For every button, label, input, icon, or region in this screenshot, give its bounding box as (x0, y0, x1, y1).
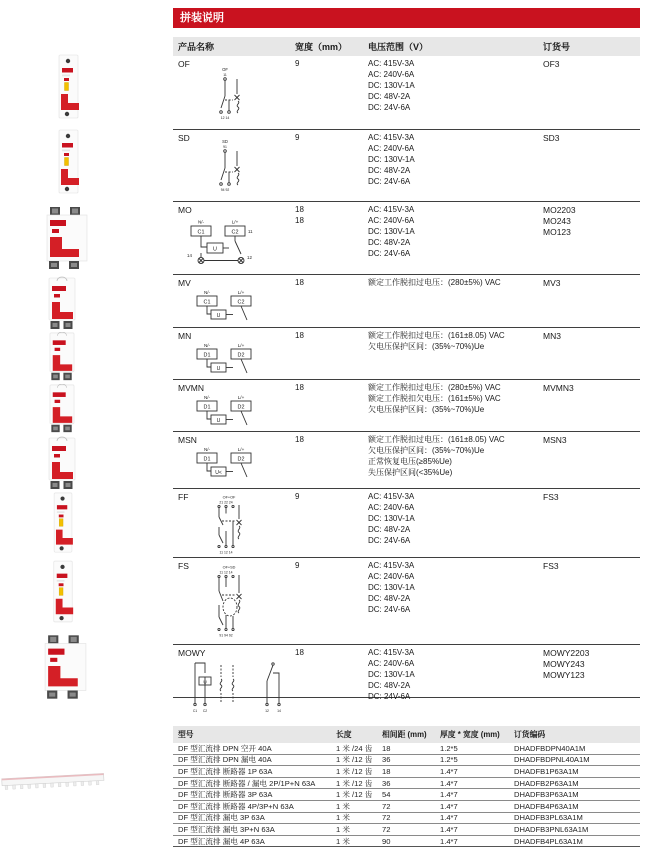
svg-text:C1: C1 (197, 229, 205, 236)
product-cell (173, 56, 290, 129)
col-product-name: 产品名称 (178, 42, 215, 52)
table-row-mv (173, 275, 640, 328)
svg-text:U: U (203, 679, 207, 685)
table-row-ff (173, 489, 640, 558)
product-name: FF (178, 492, 189, 502)
product-name: MN (178, 331, 192, 341)
product-photo-mvmn (45, 384, 79, 434)
col-thickness-width: 厚度 * 宽度 (mm) (440, 730, 500, 739)
width-cell: 18 (295, 648, 304, 657)
svg-text:N/-: N/- (203, 447, 211, 452)
main-table-header (173, 37, 640, 56)
product-cell (173, 275, 290, 327)
svg-text:SD: SD (222, 139, 228, 144)
busbar-row: DF 型汇流排 断路器 3P 63A 1 米 /12 齿 54 1.4*7 DHADFB3P63A1M (173, 789, 640, 801)
voltage-cell: AC: 415V-3A AC: 240V-6A DC: 130V-1A DC: 48V-2A DC: 24V-6A (368, 133, 415, 186)
busbar-row: DF 型汇流排 DPN 空开 40A 1 米 /24 齿 18 1.2*5 DHADFBDPN40A1M (173, 743, 640, 755)
busbar-row: DF 型汇流排 断路器 1P 63A 1 米 /12 齿 18 1.4*7 DHADFB1P63A1M (173, 766, 640, 778)
svg-text:L/+: L/+ (237, 395, 245, 400)
product-photo-msn (45, 436, 79, 492)
col-model: 型号 (178, 730, 194, 739)
col-length: 长度 (336, 730, 352, 739)
svg-text:D2: D2 (237, 352, 245, 359)
product-cell (173, 202, 290, 274)
busbar-table (173, 726, 640, 847)
width-cell: 18 (295, 331, 304, 340)
voltage-cell: 额定工作脱扣过电压：(161±8.05) VAC 欠电压保护区间：(35%~70%)Ue 正常恢复电压(≥85%Ue) 失压保护区间(<35%Ue) (368, 435, 505, 477)
product-name: MOWY (178, 648, 206, 658)
product-photo-ff (49, 492, 78, 554)
svg-text:N/-: N/- (197, 219, 205, 225)
order-cell: OF3 (543, 59, 560, 69)
product-name: MV (178, 278, 191, 288)
product-cell (173, 328, 290, 379)
table-row-fs (173, 558, 640, 645)
product-name: MVMN (178, 383, 204, 393)
svg-text:12: 12 (247, 255, 252, 260)
col-order-no: 订货号 (543, 42, 571, 52)
busbar-photo (0, 762, 108, 804)
svg-text:L/+: L/+ (231, 219, 239, 225)
product-name: OF (178, 59, 190, 69)
product-photo-mn (45, 332, 79, 382)
voltage-cell: AC: 415V-3A AC: 240V-6A DC: 130V-1A DC: 48V-2A DC: 24V-6A (368, 59, 415, 112)
voltage-cell: 额定工作脱扣过电压：(280±5%) VAC 额定工作脱扣欠电压：(161±5%) VAC 欠电压保护区间：(35%~70%)Ue (368, 383, 501, 414)
svg-text:OF: OF (222, 67, 228, 72)
svg-text:D1: D1 (203, 404, 211, 411)
width-cell: 18 (295, 278, 304, 287)
svg-text:N/-: N/- (203, 343, 211, 348)
assembly-section (173, 8, 640, 713)
voltage-cell: 额定工作脱扣过电压：(161±8.05) VAC 欠电压保护区间：(35%~70%)Ue (368, 331, 505, 351)
busbar-row: DF 型汇流排 漏电 3P 63A 1 米 72 1.4*7 DHADFB3PL63A1M (173, 813, 640, 825)
svg-text:U: U (216, 365, 221, 372)
product-cell (173, 645, 290, 713)
width-cell: 9 (295, 59, 300, 68)
width-cell: 9 (295, 561, 300, 570)
svg-text:11: 11 (223, 73, 227, 77)
width-cell: 9 (295, 133, 300, 142)
table-row-sd (173, 130, 640, 202)
svg-text:12: 12 (265, 709, 269, 713)
table-row-mowy (173, 645, 640, 713)
svg-text:11 12 14: 11 12 14 (219, 570, 233, 575)
table-row-of (173, 56, 640, 130)
svg-text:U: U (216, 312, 221, 319)
col-voltage-range: 电压范围（V） (368, 42, 429, 52)
mo-circuit-diagram (177, 216, 289, 268)
busbar-row: DF 型汇流排 漏电 3P+N 63A 1 米 72 1.4*7 DHADFB3PNL63A1M (173, 824, 640, 836)
svg-text:OF+SD: OF+SD (222, 565, 236, 570)
order-cell: SD3 (543, 133, 560, 143)
product-photo-mv (45, 276, 79, 332)
svg-text:C1: C1 (203, 299, 211, 306)
svg-text:14: 14 (187, 253, 192, 258)
svg-text:14: 14 (277, 709, 281, 713)
svg-text:D2: D2 (237, 456, 245, 463)
busbar-row: DF 型汇流排 DPN 漏电 40A 1 米 /12 齿 36 1.2*5 DHADFBDPNL40A1M (173, 755, 640, 767)
width-cell: 18 (295, 435, 304, 444)
svg-text:L/+: L/+ (237, 290, 245, 295)
table-row-mvmn (173, 380, 640, 432)
product-cell (173, 489, 290, 557)
svg-text:N/-: N/- (203, 290, 211, 295)
order-cell: MV3 (543, 278, 561, 288)
product-name: FS (178, 561, 189, 571)
mv-circuit-diagram (185, 288, 277, 326)
msn-circuit-diagram (185, 445, 277, 483)
product-cell (173, 432, 290, 488)
section-title: 拼装说明 (173, 8, 640, 28)
col-phase-pitch: 相间距 (mm) (382, 730, 427, 739)
width-cell: 18 18 (295, 205, 304, 225)
product-name: SD (178, 133, 190, 143)
order-cell: FS3 (543, 492, 559, 502)
product-cell (173, 130, 290, 201)
fs-circuit-diagram (199, 562, 259, 642)
table-row-mn (173, 328, 640, 380)
voltage-cell: 额定工作脱扣过电压：(280±5%) VAC (368, 278, 501, 287)
svg-text:L/+: L/+ (237, 343, 245, 348)
order-cell: MSN3 (543, 435, 567, 445)
order-cell: MO2203 MO243 MO123 (543, 205, 576, 237)
order-cell: MVMN3 (543, 383, 574, 393)
sd-circuit-diagram (199, 136, 255, 198)
busbar-table-header (173, 726, 640, 743)
col-order-code: 订货编码 (514, 730, 546, 739)
svg-text:U<: U< (215, 469, 222, 476)
product-photo-mo (44, 206, 90, 270)
table-row-mo (173, 202, 640, 275)
product-photo-mowy (42, 634, 89, 700)
svg-text:21 22 24: 21 22 24 (219, 500, 233, 505)
width-cell: 9 (295, 492, 300, 501)
svg-text:U: U (213, 246, 217, 253)
product-photo-fs (49, 558, 78, 626)
product-name: MO (178, 205, 192, 215)
ff-circuit-diagram (199, 493, 259, 557)
voltage-cell: AC: 415V-3A AC: 240V-6A DC: 130V-1A DC: 48V-2A DC: 24V-6A (368, 492, 415, 545)
of-circuit-diagram (199, 64, 255, 126)
svg-text:11: 11 (248, 229, 253, 234)
mvmn-circuit-diagram (185, 393, 277, 431)
product-cell (173, 380, 290, 431)
svg-text:11 12 14: 11 12 14 (219, 550, 233, 555)
svg-text:D1: D1 (203, 456, 211, 463)
width-cell: 18 (295, 383, 304, 392)
product-photo-of (54, 53, 84, 121)
order-cell: MOWY2203 MOWY243 MOWY123 (543, 648, 590, 680)
voltage-cell: AC: 415V-3A AC: 240V-6A DC: 130V-1A DC: 48V-2A DC: 24V-6A (368, 205, 415, 258)
svg-text:D1: D1 (203, 352, 211, 359)
busbar-row: DF 型汇流排 断路器 4P/3P+N 63A 1 米 72 1.4*7 DHADFB4P63A1M (173, 801, 640, 813)
svg-text:91 94 92: 91 94 92 (219, 633, 233, 638)
busbar-row: DF 型汇流排 断路器 / 漏电 2P/1P+N 63A 1 米 /12 齿 36 1.4*7 DHADFB2P63A1M (173, 778, 640, 790)
svg-text:C2: C2 (237, 299, 245, 306)
mowy-circuit-diagram (181, 657, 305, 715)
svg-text:U: U (216, 417, 221, 424)
svg-text:C1: C1 (192, 709, 198, 713)
voltage-cell: AC: 415V-3A AC: 240V-6A DC: 130V-1A DC: 48V-2A DC: 24V-6A (368, 648, 415, 701)
product-photo-sd (54, 128, 84, 196)
svg-text:OF+OF: OF+OF (222, 495, 236, 500)
product-cell (173, 558, 290, 644)
col-width: 宽度（mm） (295, 42, 348, 52)
svg-text:L/+: L/+ (237, 447, 245, 452)
table-row-msn (173, 432, 640, 489)
order-cell: MN3 (543, 331, 561, 341)
product-name: MSN (178, 435, 197, 445)
order-cell: FS3 (543, 561, 559, 571)
svg-text:C2: C2 (202, 709, 208, 713)
svg-text:91: 91 (223, 145, 227, 149)
busbar-row: DF 型汇流排 漏电 4P 63A 1 米 90 1.4*7 DHADFB4PL63A1M (173, 836, 640, 848)
voltage-cell: AC: 415V-3A AC: 240V-6A DC: 130V-1A DC: 48V-2A DC: 24V-6A (368, 561, 415, 614)
mn-circuit-diagram (185, 341, 277, 379)
svg-text:C2: C2 (231, 229, 239, 236)
svg-text:D2: D2 (237, 404, 245, 411)
svg-text:94 92: 94 92 (220, 188, 230, 192)
svg-text:12 14: 12 14 (220, 116, 230, 120)
svg-text:N/-: N/- (203, 395, 211, 400)
